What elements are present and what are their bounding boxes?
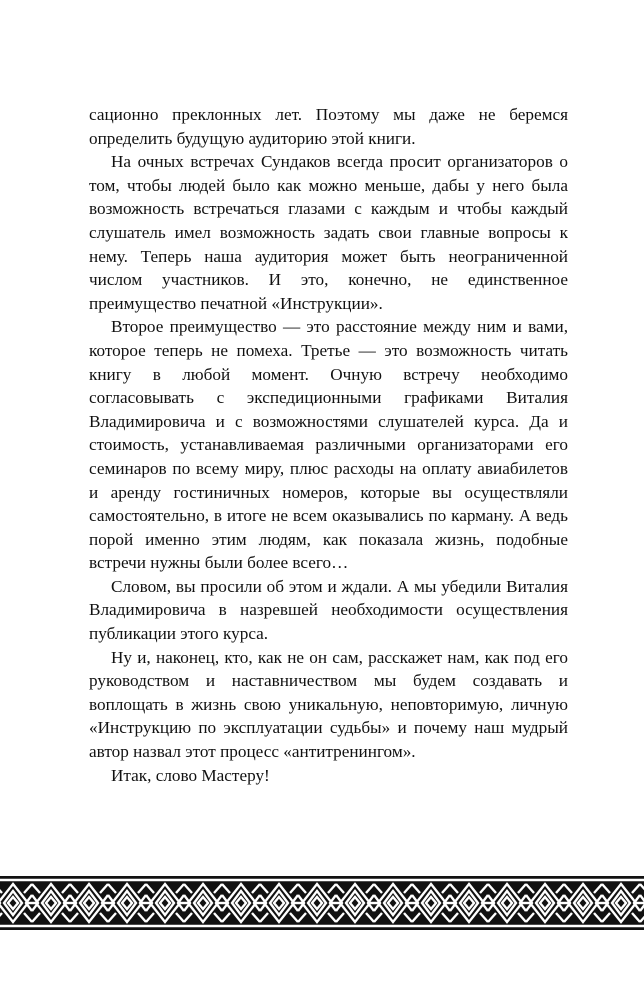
page-body-text xyxy=(89,103,568,787)
paragraph-continuation: сационно преклонных лет. Поэтому мы даже не беремся определить будущую аудиторию этой книги. xyxy=(89,105,568,148)
paragraph-meetings: На очных встречах Сундаков всегда просит организаторов о том, чтобы людей было как можно меньше, дабы у него была возможность встречаться глазами с каждым и чтобы каждый слушатель имел возможность задать свои главные вопросы к нему. Теперь наша аудитория может быть неограниченной числом участников. И это, конечно, не единственное преимущество печатной «Инструкции». xyxy=(89,152,568,313)
paragraph-closing: Итак, слово Мастеру! xyxy=(111,765,270,785)
slavic-knot-border-icon xyxy=(0,876,644,930)
paragraph-antitraining: Ну и, наконец, кто, как не он сам, расскажет нам, как под его руководством и наставничеством мы будем создавать и воплощать в жизнь свою уникальную, неповторимую, личную «Инструкцию по эксплуатации судьбы» и почему наш мудрый автор назвал этот процесс «антитренингом». xyxy=(89,647,568,762)
paragraph-advantages: Второе преимущество — это расстояние между ним и вами, которое теперь не помеха. Третье — это возможность читать книгу в любой момент. Очную встречу необходимо согласовывать с экспедиционными графиками Виталия Владимировича и с возможностями слушателей курса. Да и стоимость, устанавливаемая различными организаторами его семинаров по всему миру, плюс расходы на оплату авиабилетов и аренду гостиничных номеров, которые вы осуществляли самостоятельно, в итоге не всем оказывались по карману. А ведь порой именно этим людям, как показала жизнь, подобные встречи нужны были более всего… xyxy=(89,317,568,573)
paragraph-request: Словом, вы просили об этом и ждали. А мы убедили Виталия Владимировича в назревшей необходимости осуществления публикации этого курса. xyxy=(89,576,568,644)
ornament-border xyxy=(0,876,644,930)
